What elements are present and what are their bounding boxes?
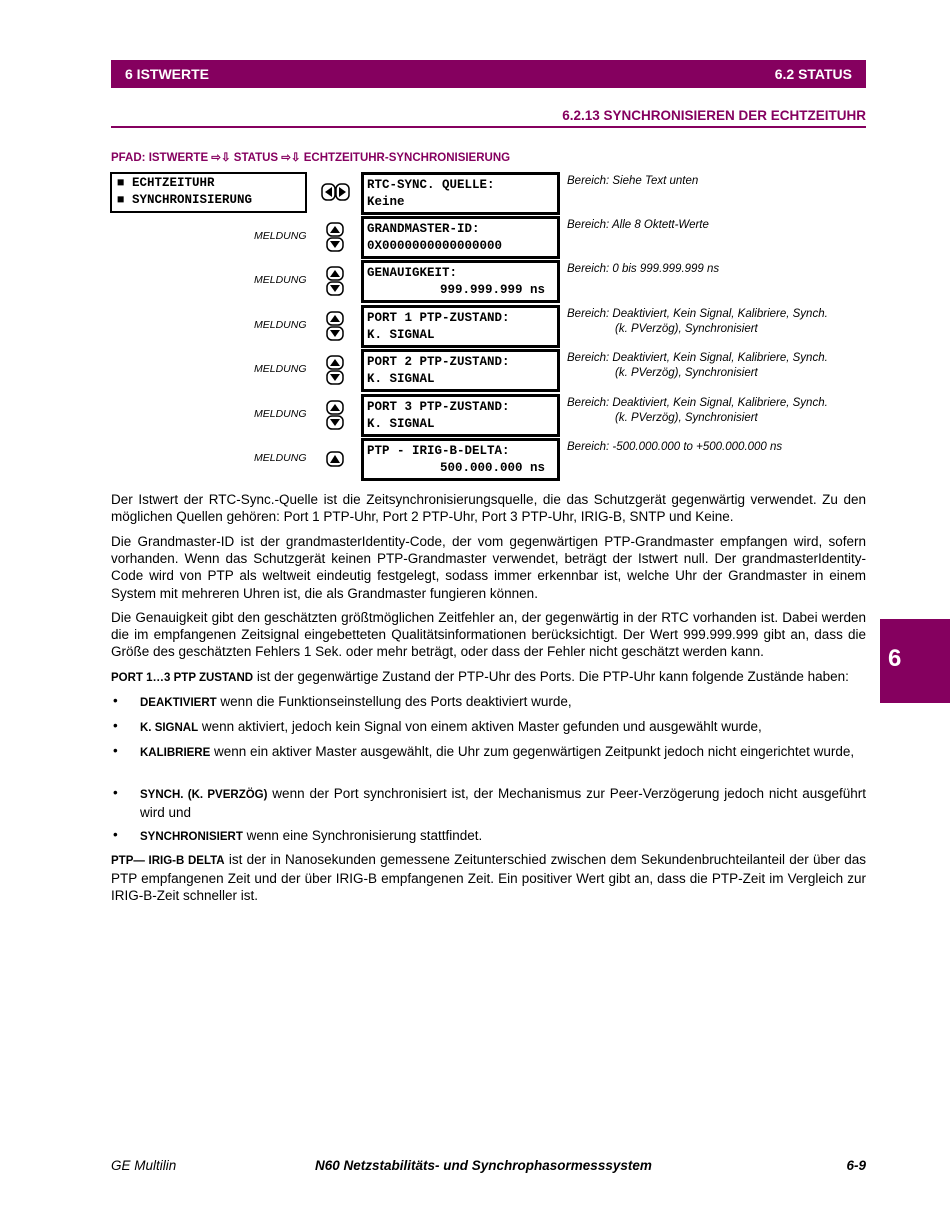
chapter-header-bar [111,60,866,88]
range-value-cont: (k. PVerzög), Synchronisiert [615,367,758,379]
paragraph-accuracy: Die Genauigkeit gibt den geschätzten größtmöglichen Zeitfehler an, der gegenwärtig in der RTC vorhanden ist. Dabei werden die im empfangenen Zeitsignal eingebetteten Qualitätsinformationen berücksichtigt. Der Wert 999.999.999 gibt an, dass die Größe des geschätzten Fehlers 1 Sek. oder mehr beträgt, oder dass der Fehler nicht geschätzt werden kann. [111,610,866,660]
range-note [567,174,698,189]
chapter-title: 6 ISTWERTE [125,66,210,82]
range-label: Bereich: [567,175,610,187]
range-value: Deaktiviert, Kein Signal, Kalibriere, Synch. [612,352,828,364]
display-port2-ptp-state [361,349,560,392]
section-title: 6.2.13 SYNCHRONISIEREN DER ECHTZEITUHR [562,108,866,123]
message-label: MELDUNG [254,452,307,464]
menu-line-1: ■ ECHTZEITUHR [117,176,215,190]
range-note [567,307,828,337]
display-line-1: PORT 2 PTP-ZUSTAND: [367,355,510,369]
display-line-2: K. SIGNAL [367,372,435,386]
footer-company: GE Multilin [111,1158,177,1173]
display-line-2: Keine [367,195,405,209]
paragraph-text: ist der gegenwärtige Zustand der PTP-Uhr des Ports. Die PTP-Uhr kann folgende Zustände haben: [253,669,849,684]
menu-path: PFAD: ISTWERTE ⇨⇩ STATUS ⇨⇩ ECHTZEITUHR-SYNCHRONISIERUNG [111,152,511,164]
display-line-1: GENAUIGKEIT: [367,266,458,280]
section-label: 6.2 STATUS [774,66,852,82]
display-line-2: 0X0000000000000000 [367,239,503,253]
up-arrow-icon [326,451,344,467]
up-down-arrows-icon [326,400,344,430]
list-item [140,827,866,846]
bullet-marker: • [113,743,118,758]
paragraph-rtc-source: Der Istwert der RTC-Sync.-Quelle ist die Zeitsynchronisierungsquelle, die das Schutzgerät gegenwärtig verwendet. Zu den möglichen Quellen gehören: Port 1 PTP-Uhr, Port 2 PTP-Uhr, Port 3 PTP-Uhr, IRIG-B, SNTP und Keine. [111,492,866,525]
chapter-tab [880,619,950,703]
range-note [567,396,828,426]
list-item [140,785,866,821]
display-line-1: PORT 3 PTP-ZUSTAND: [367,400,510,414]
term-port-ptp-state: PORT 1…3 PTP ZUSTAND [111,672,254,684]
menu-heading-box [110,172,307,213]
up-down-arrows-icon [326,222,344,252]
state-term: KALIBRIERE [140,747,211,759]
state-term: SYNCH. (K. PVERZÖG) [140,789,268,801]
chapter-number: 6 [888,645,902,672]
left-right-arrows-icon [321,183,351,201]
state-term: SYNCHRONISIERT [140,831,243,843]
list-item [140,743,866,762]
message-label: MELDUNG [254,408,307,420]
message-label: MELDUNG [254,230,307,242]
state-description: wenn eine Synchronisierung stattfindet. [242,828,483,843]
state-description: wenn ein aktiver Master ausgewählt, die Uhr zum gegenwärtigen Zeitpunkt jedoch nicht eingerichtet wurde, [210,744,855,759]
range-value: Deaktiviert, Kein Signal, Kalibriere, Synch. [612,308,828,320]
up-down-arrows-icon [326,266,344,296]
display-ptp-irigb-delta [361,438,560,481]
list-item [140,718,866,737]
list-item [140,693,866,712]
paragraph-grandmaster-id: Die Grandmaster-ID ist der grandmasterIdentity-Code, der vom gegenwärtigen PTP-Grandmaster empfangen wird, sofern vorhanden. Wenn das Schutzgerät keinen PTP-Grandmaster verwendet, beträgt der Istwert null. Der grandmasterIdentity-Code wird von PTP als weltweit eindeutig festgelegt, sodass immer erkennbar ist, welche Uhr der Grandmaster in einem System mit mehreren Uhren ist, die als Grandmaster fungieren können. [111,534,866,601]
range-value-cont: (k. PVerzög), Synchronisiert [615,323,758,335]
section-rule [111,126,866,128]
footer-page-number: 6-9 [846,1158,866,1173]
range-value: Alle 8 Oktett-Werte [611,219,709,231]
display-line-1: GRANDMASTER-ID: [367,222,480,236]
range-label: Bereich: [567,441,610,453]
range-value: Siehe Text unten [612,175,699,187]
state-description: wenn aktiviert, jedoch kein Signal von einem aktiven Master gefunden und ausgewählt wurde, [198,719,762,734]
display-port3-ptp-state [361,394,560,437]
message-label: MELDUNG [254,274,307,286]
range-note [567,440,782,455]
display-accuracy [361,260,560,303]
bullet-marker: • [113,718,118,733]
range-note [567,351,828,381]
display-port1-ptp-state [361,305,560,348]
range-value: -500.000.000 to +500.000.000 ns [612,441,783,453]
state-description: wenn die Funktionseinstellung des Ports deaktiviert wurde, [216,694,572,709]
paragraph-text: ist der in Nanosekunden gemessene Zeitunterschied zwischen dem Sekundenbruchteilanteil der über das PTP empfangenen Zeit und der über IRIG-B empfangenen Zeit. Ein positiver Wert gibt an, dass die PTP-Zeit im Vergleich zur IRIG-B-Zeit schneller ist. [111,852,866,904]
paragraph-ptp-irigb-delta [111,851,866,905]
range-value-cont: (k. PVerzög), Synchronisiert [615,412,758,424]
display-rtc-sync-source [361,172,560,215]
range-note [567,218,709,233]
paragraph-port-state [111,668,866,687]
bullet-marker: • [113,785,118,800]
range-value: 0 bis 999.999.999 ns [612,263,720,275]
state-term: K. SIGNAL [140,722,199,734]
display-line-2: 500.000.000 ns [439,461,545,475]
range-label: Bereich: [567,219,610,231]
state-term: DEAKTIVIERT [140,697,217,709]
range-value: Deaktiviert, Kein Signal, Kalibriere, Synch. [612,397,828,409]
display-line-2: K. SIGNAL [367,328,435,342]
bullet-marker: • [113,693,118,708]
display-grandmaster-id [361,216,560,259]
display-line-2: 999.999.999 ns [439,283,545,297]
range-label: Bereich: [567,308,610,320]
message-label: MELDUNG [254,363,307,375]
bullet-marker: • [113,827,118,842]
range-label: Bereich: [567,263,610,275]
range-label: Bereich: [567,352,610,364]
message-label: MELDUNG [254,319,307,331]
term-ptp-irigb-delta: PTP— IRIG-B DELTA [111,855,225,867]
range-note [567,262,719,277]
footer-product: N60 Netzstabilitäts- und Synchrophasormesssystem [315,1158,652,1173]
up-down-arrows-icon [326,311,344,341]
display-line-1: RTC-SYNC. QUELLE: [367,178,495,192]
display-line-1: PTP - IRIG-B-DELTA: [367,444,510,458]
menu-line-2: ■ SYNCHRONISIERUNG [117,193,253,207]
display-line-2: K. SIGNAL [367,417,435,431]
up-down-arrows-icon [326,355,344,385]
state-description: wenn der Port synchronisiert ist, der Mechanismus zur Peer-Verzögerung jedoch nicht ausgeführt wird und [140,786,867,821]
display-line-1: PORT 1 PTP-ZUSTAND: [367,311,510,325]
range-label: Bereich: [567,397,610,409]
